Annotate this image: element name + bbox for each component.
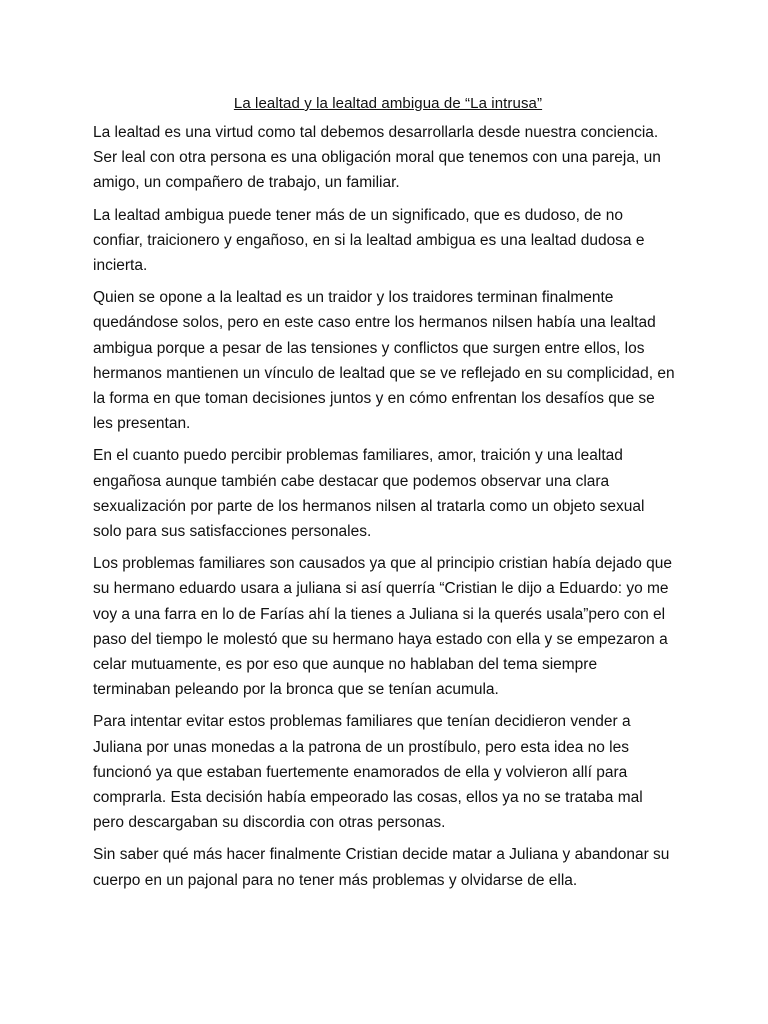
paragraph-1: La lealtad es una virtud como tal debemos desarrollarla desde nuestra conciencia. Ser leal con otra persona es una obligación moral que tenemos con una pareja, un amigo, un compañero de trabajo, un familiar. — [93, 124, 661, 192]
document-title: La lealtad y la lealtad ambigua de “La intrusa” — [233, 95, 543, 112]
document-body — [93, 94, 683, 900]
paragraph-5: Los problemas familiares son causados ya que al principio cristian había dejado que su hermano eduardo usara a juliana si así querría “Cristian le dijo a Eduardo: yo me voy a una farra en lo de Farías ahí la tienes a Juliana si la querés usala”pero con el paso del tiempo le molestó que su hermano haya estado con ella y se empezaron a celar mutuamente, es por eso que aunque no hablaban del tema siempre terminaban peleando por la bronca que se tenían acumula. — [93, 555, 673, 699]
paragraph-4: En el cuanto puedo percibir problemas familiares, amor, traición y una lealtad engañosa aunque también cabe destacar que podemos observar una clara sexualización por parte de los hermanos nilsen al tratarla como un objeto sexual solo para sus satisfacciones personales. — [93, 447, 645, 541]
paragraph-7: Sin saber qué más hacer finalmente Cristian decide matar a Juliana y abandonar su cuerpo en un pajonal para no tener más problemas y olvidarse de ella. — [93, 846, 670, 889]
paragraph-3: Quien se opone a la lealtad es un traidor y los traidores terminan finalmente quedándose solos, pero en este caso entre los hermanos nilsen había una lealtad ambigua porque a pesar de las tensiones y conflictos que surgen entre ellos, los hermanos mantienen un vínculo de lealtad que se ve reflejado en su complicidad, en la forma en que toman decisiones juntos y en cómo enfrentan los desafíos que se les presentan. — [93, 289, 675, 433]
paragraph-2: La lealtad ambigua puede tener más de un significado, que es dudoso, de no confiar, traicionero y engañoso, en si la lealtad ambigua es una lealtad dudosa e incierta. — [93, 206, 645, 275]
paragraph-6: Para intentar evitar estos problemas familiares que tenían decidieron vender a Juliana por unas monedas a la patrona de un prostíbulo, pero esta idea no les funcionó ya que estaban fuertemente enamorados de ella y volvieron allí para comprarla. Esta decisión había empeorado las cosas, ellos ya no se trataba mal pero descargaban su discordia con otras personas. — [93, 713, 643, 832]
